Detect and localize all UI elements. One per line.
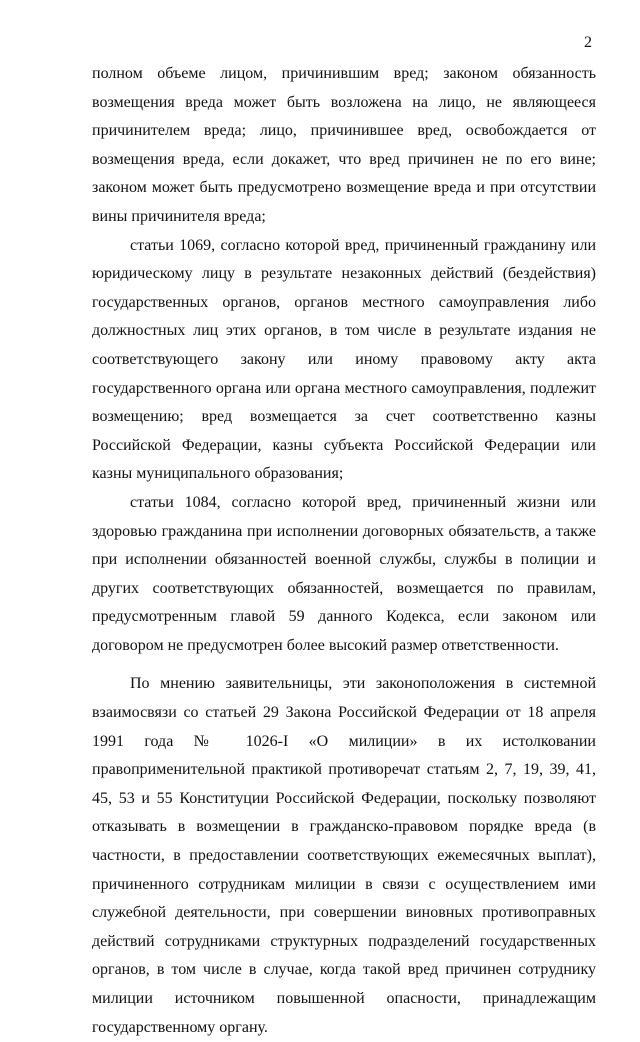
page-number: 2 <box>584 34 592 51</box>
paragraph-continuation: полном объеме лицом, причинившим вред; законом обязанность возмещения вреда может быть возложена на лицо, не являющееся причинителем вреда; лицо, причинившее вред, освобождается от возмещения вреда, если докажет, что вред причинен не по его вине; законом может быть предусмотрено возмещение вреда и при отсутствии вины причинителя вреда; <box>92 65 596 225</box>
paragraph-article-1084: статьи 1084, согласно которой вред, причиненный жизни или здоровью гражданина при исполнении договорных обязательств, а также при исполнении обязанностей военной службы, службы в полиции и других соответствующих обязанностей, возмещается по правилам, предусмотренным главой 59 данного Кодекса, если законом или договором не предусмотрен более высокий размер ответственности. <box>92 493 596 654</box>
paragraph-applicant-opinion: По мнению заявительницы, эти законоположения в системной взаимосвязи со статьей 29 Закона Российской Федерации от 18 апреля 1991 года № 1026-I «О милиции» в их истолковании правоприменительной практикой противоречат статьям 2, 7, 19, 39, 41, 45, 53 и 55 Конституции Российской Федерации, поскольку позволяют отказывать в возмещении в гражданско-правовом порядке вреда (в частности, в предоставлении соответствующих ежемесячных выплат), причиненного сотрудникам милиции в связи с осуществлением ими служебной деятельности, при совершении виновных противоправных действий сотрудниками структурных подразделений государственных органов, в том числе в случае, когда такой вред причинен сотруднику милиции источником повышенной опасности, принадлежащим государственному органу. <box>92 675 596 1036</box>
paragraph-article-1069: статьи 1069, согласно которой вред, причиненный гражданину или юридическому лицу в результате незаконных действий (бездействия) государственных органов, органов местного самоуправления либо должностных лиц этих органов, в том числе в результате издания не соответствующего закону или иному правовому акту акта государственного органа или органа местного самоуправления, подлежит возмещению; вред возмещается за счет соответственно казны Российской Федерации, казны субъекта Российской Федерации или казны муниципального образования; <box>92 236 596 483</box>
document-body <box>92 60 596 1042</box>
